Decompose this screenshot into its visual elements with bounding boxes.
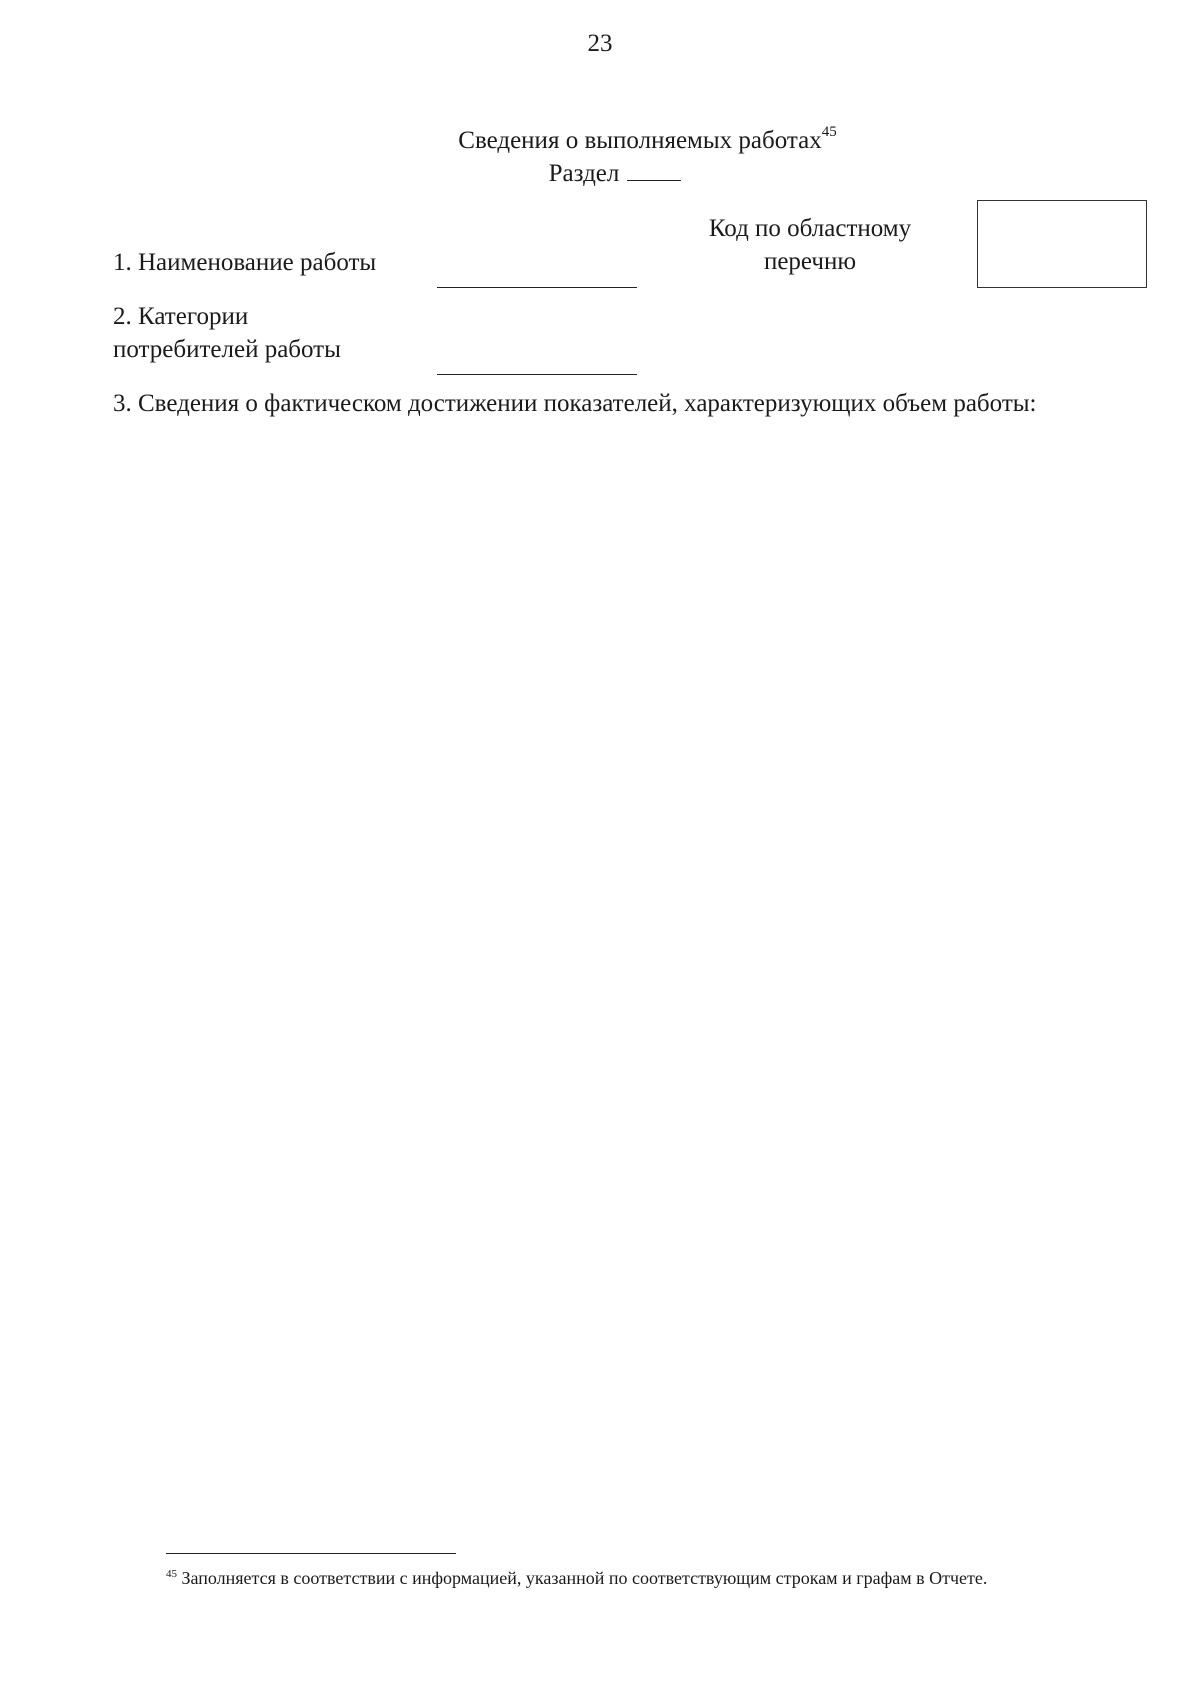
document-title	[0, 124, 1200, 157]
work-name-label: 1. Наименование работы	[113, 249, 377, 276]
title-footnote-ref: 45	[821, 124, 837, 140]
consumer-category-line1: 2. Категории	[113, 303, 249, 330]
code-label	[660, 212, 960, 278]
footnote-number: 45	[166, 1568, 177, 1580]
footnote-rule	[166, 1553, 456, 1554]
title-text: Сведения о выполняемых работах	[458, 127, 822, 154]
consumer-category-blank[interactable]	[437, 374, 637, 375]
code-box[interactable]	[977, 200, 1147, 288]
page-number: 23	[587, 30, 613, 57]
footnote	[166, 1566, 1126, 1590]
section-label: Раздел	[548, 160, 620, 187]
item3-text: 3. Сведения о фактическом достижении показателей, характеризующих объем работы:	[113, 390, 1037, 417]
consumer-category-label	[113, 300, 341, 366]
code-label-line2: перечню	[763, 248, 857, 275]
title-block	[0, 124, 1200, 190]
consumer-category-line2: потребителей работы	[113, 336, 341, 363]
footnote-text: Заполняется в соответствии с информацией, указанной по соответствующим строкам и графам в Отчете.	[177, 1568, 988, 1588]
section-line	[0, 157, 1200, 190]
work-name-blank[interactable]	[437, 287, 637, 288]
section-number-blank[interactable]	[627, 160, 681, 181]
code-label-line1: Код по областному	[708, 215, 912, 242]
